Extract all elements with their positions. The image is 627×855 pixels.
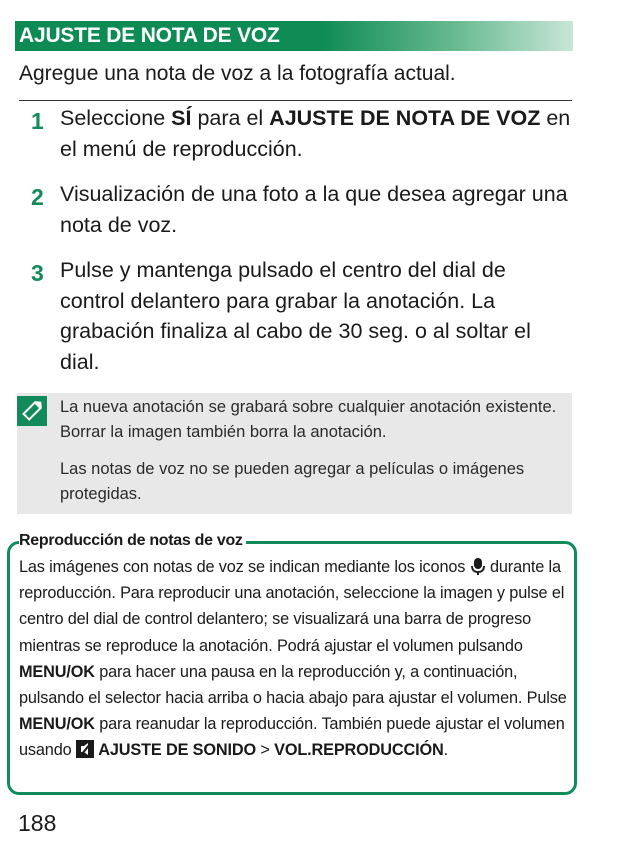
divider xyxy=(19,100,572,101)
pencil-note-icon xyxy=(17,396,47,426)
step-text: Pulse y mantenga pulsado el centro del dial de control delantero para grabar la anotación. La grabación finaliza al cabo de 30 seg. o al soltar el dial. xyxy=(60,258,531,374)
section-subtitle: Agregue una nota de voz a la fotografía actual. xyxy=(19,62,456,85)
step-number: 3 xyxy=(31,260,44,286)
note-paragraph: La nueva anotación se grabará sobre cualquier anotación existente. Borrar la imagen también borra la anotación. xyxy=(60,398,557,441)
step-text: Seleccione SÍ para el AJUSTE DE NOTA DE VOZ en el menú de reproducción. xyxy=(60,106,571,161)
step-text: Visualización de una foto a la que desea agregar una nota de voz. xyxy=(60,182,568,237)
note-box xyxy=(17,393,572,514)
step-number: 2 xyxy=(31,184,44,210)
step-number: 1 xyxy=(31,108,44,134)
playback-title: Reproducción de notas de voz xyxy=(19,530,246,552)
playback-text: Las imágenes con notas de voz se indican mediante los iconos durante la reproducción. Para reproducir una anotación, seleccione la imagen y pulse el centro del dial de control delantero; se visualizará una barra de progreso mientras se reproduce la anotación. Podrá ajustar el volumen pulsando MENU/OK para hacer una pausa en la reproducción y, a continuación, pulsando el selector hacia arriba o hacia abajo para ajustar el volumen. Pulse MENU/OK para reanudar la reproducción. También puede ajustar el volumen usando AJUSTE DE SONIDO > VOL.REPRODUCCIÓN. xyxy=(19,558,567,760)
voice-memo-icon xyxy=(470,558,486,575)
section-header-bar xyxy=(15,21,573,51)
section-title: AJUSTE DE NOTA DE VOZ xyxy=(19,24,280,47)
note-paragraph: Las notas de voz no se pueden agregar a películas o imágenes protegidas. xyxy=(60,460,525,503)
sound-setting-icon xyxy=(76,740,94,758)
page-number: 188 xyxy=(18,810,57,836)
